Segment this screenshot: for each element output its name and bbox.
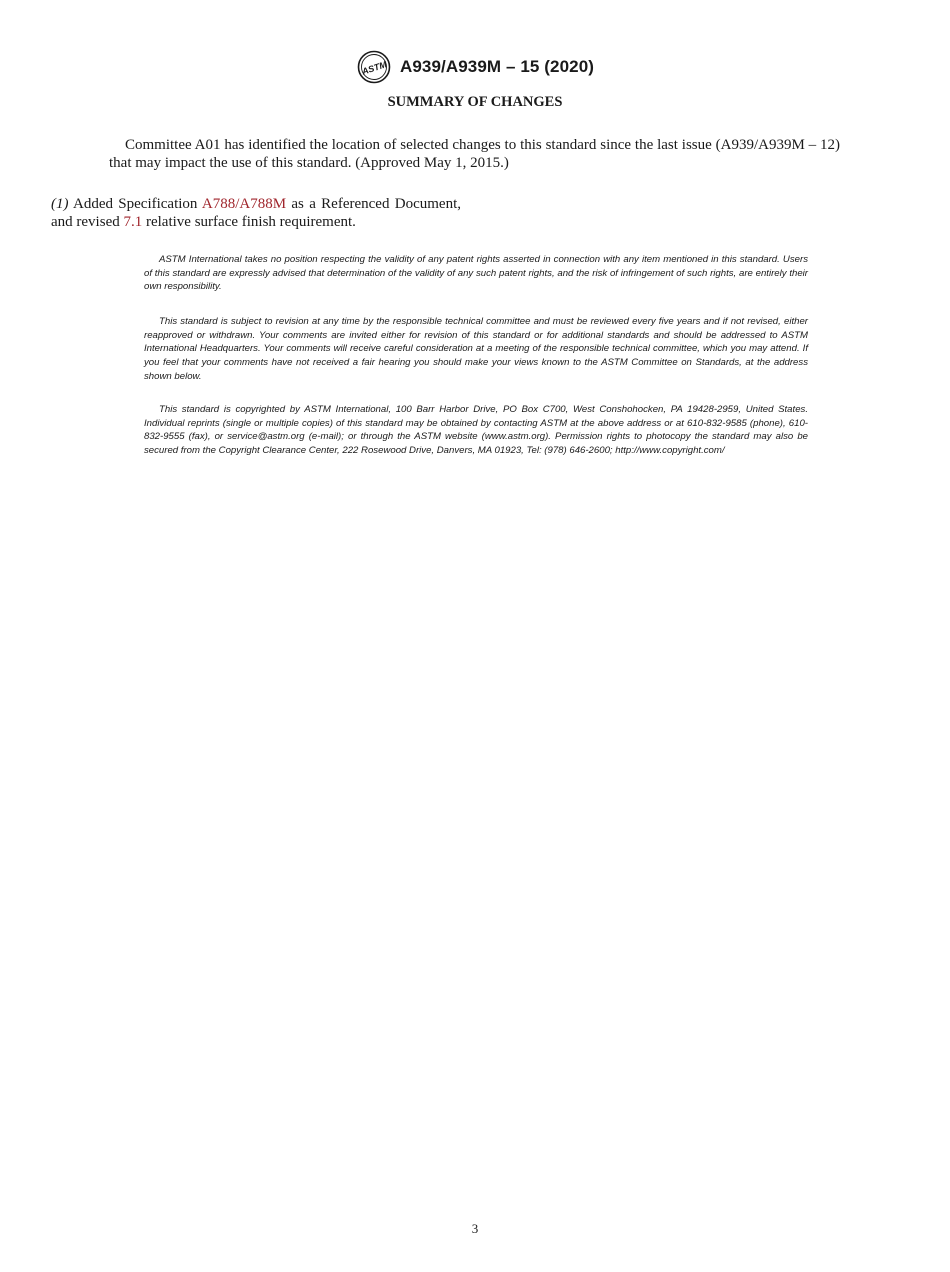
logo-text: ASTM (360, 59, 388, 77)
summary-intro-paragraph: Committee A01 has identified the location of selected changes to this standard since the last issue (A939/A939M – 12) that may impact the use of this standard. (Approved May 1, 2015.) (109, 137, 840, 171)
revision-notice: This standard is subject to revision at any time by the responsible technical committee and must be reviewed every five years and if not revised, either reapproved or withdrawn. Your comments are invited either for revision of this standard or for additional standards and should be addressed to ASTM International Headquarters. Your comments will receive careful consideration at a meeting of the responsible technical committee, which you may attend. If you feel that your comments have not received a fair hearing you should make your views known to the ASTM Committee on Standards, at the address shown below. (144, 316, 808, 382)
patent-notice: ASTM International takes no position respecting the validity of any patent rights asserted in connection with any item mentioned in this standard. Users of this standard are expressly advised that determination of the validity of any such patent rights, and the risk of infringement of such rights, are entirely their own responsibility. (144, 254, 808, 293)
change-item (51, 195, 461, 231)
section-link[interactable]: 7.1 (123, 214, 143, 230)
change-number: (1) (51, 196, 69, 212)
change-text-before: Added Specification (68, 196, 202, 212)
document-header (0, 50, 950, 84)
summary-title: SUMMARY OF CHANGES (387, 94, 563, 110)
change-text-after: relative surface finish requirement. (142, 214, 356, 230)
change-text-middle: as a Referenced Document, and revised (51, 196, 461, 230)
page-number: 3 (471, 1221, 479, 1236)
document-designation: A939/A939M – 15 (2020) (399, 57, 595, 76)
copyright-notice: This standard is copyrighted by ASTM International, 100 Barr Harbor Drive, PO Box C700, West Conshohocken, PA 19428-2959, United States. Individual reprints (single or multiple copies) of this standard may be obtained by contacting ASTM at the above address or at 610-832-9585 (phone), 610-832-9555 (fax), or service@astm.org (e-mail); or through the ASTM website (www.astm.org). Permission rights to photocopy the standard may also be secured from the Copyright Clearance Center, 222 Rosewood Drive, Danvers, MA 01923, Tel: (978) 646-2600; http://www.copyright.com/ (144, 404, 808, 457)
specification-link[interactable]: A788/A788M (201, 196, 287, 212)
astm-logo-icon (356, 50, 392, 84)
